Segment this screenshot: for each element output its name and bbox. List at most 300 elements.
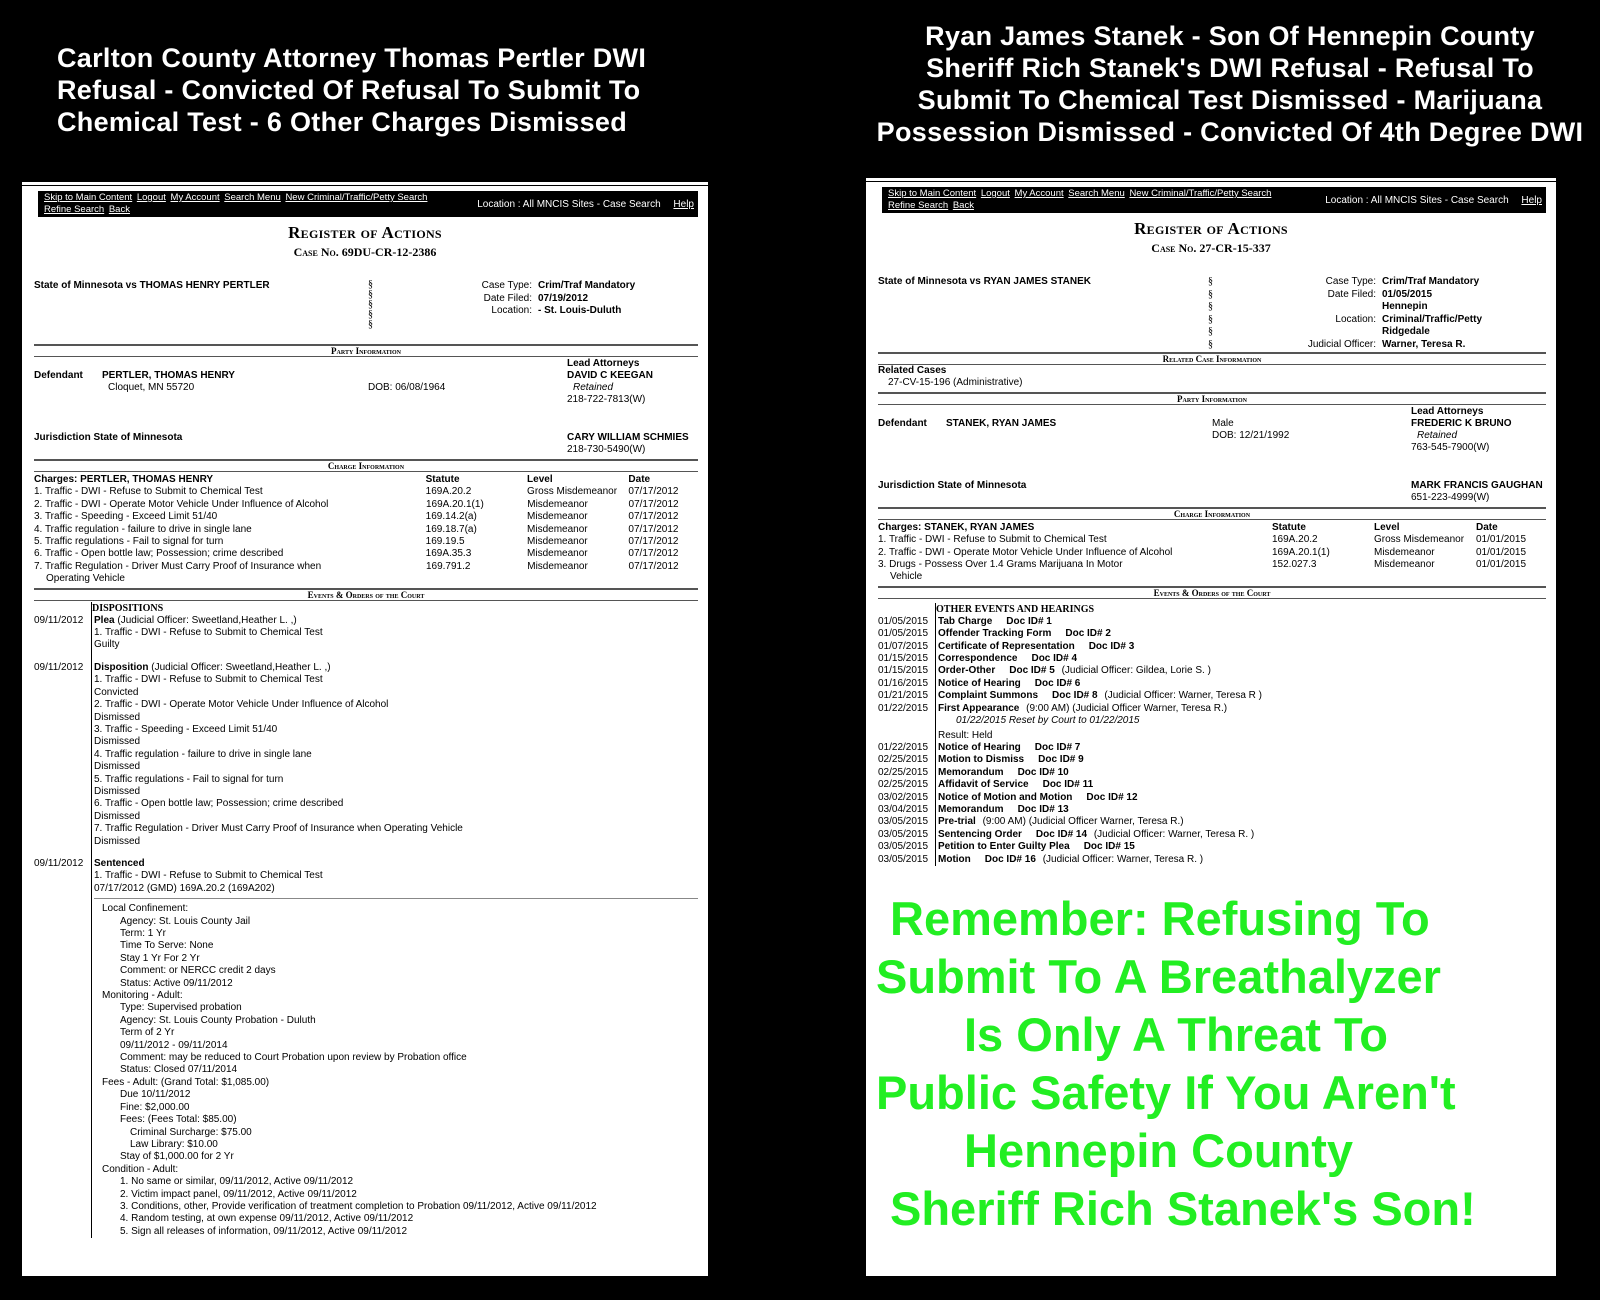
sentence-divider [94,898,698,899]
charges-header-date: Date [1476,521,1498,533]
disposition-charge: 1. Traffic - DWI - Refuse to Submit to Chemical Test [94,674,323,686]
event-date: 09/11/2012 [34,661,84,673]
disposition-charge: 1. Traffic - DWI - Refuse to Submit to Chemical Test [94,627,323,639]
event-date: 01/21/2015 [878,690,929,702]
attorney-status: Retained [1417,429,1458,441]
event-row [878,841,1546,853]
event-row [878,779,1546,791]
page-title: Register of Actions [288,223,442,242]
charge-desc: 6. Traffic - Open bottle law; Possession; crime described [34,548,284,560]
left-caption [57,42,677,138]
my-account-link[interactable]: My Account [1014,188,1064,199]
charge-level: Misdemeanor [527,548,588,560]
event-plea [34,615,698,627]
event-row [878,703,1546,715]
meta-label: Date Filed: [1327,288,1376,300]
doc-id[interactable]: Doc ID# 7 [1034,741,1081,753]
charge-statute: 152.027.3 [1272,559,1317,571]
charge-level: Misdemeanor [1374,559,1435,571]
jurisdiction-label: Jurisdiction [878,479,935,491]
event-row [878,641,1546,653]
overlay-line: Is Only A Threat To [964,1008,1388,1061]
case-header [872,276,1550,352]
location-value: Criminal/Traffic/Petty [1382,313,1483,325]
event-row [878,742,1546,754]
charge-desc: 5. Traffic regulations - Fail to signal for turn [34,536,224,548]
sentence-line: Comment: may be reduced to Court Probation upon review by Probation office [120,1052,467,1064]
charge-row [878,547,1546,559]
event-date: 09/11/2012 [34,614,84,626]
event-name[interactable]: Notice of Hearing [938,677,1021,689]
sentence-line: Status: Active 09/11/2012 [120,977,233,989]
charge-statute: 169.18.7(a) [425,523,477,535]
party-info [872,405,1550,507]
event-date: 03/05/2015 [878,853,929,865]
meta-label: Date Filed: [483,292,532,304]
event-date: 02/25/2015 [878,754,929,766]
section-marks: § § § § § [368,279,373,330]
location-value: Hennepin [1382,301,1428,312]
charge-statute: 169.14.2(a) [425,511,477,523]
sentenced-charge: 1. Traffic - DWI - Refuse to Submit to Chemical Test [94,870,323,882]
doc-id[interactable]: Doc ID# 3 [1088,640,1135,652]
charge-statute: 169A.20.1(1) [1272,546,1330,558]
sentence-line: Agency: St. Louis County Jail [120,915,251,927]
search-menu-link[interactable]: Search Menu [1068,188,1125,199]
location-value: - St. Louis-Duluth [538,305,622,316]
overlay-line: Sheriff Rich Stanek's Son! [890,1182,1476,1235]
event-name[interactable]: Notice of Motion and Motion [938,791,1073,803]
sentence-line: Stay of $1,000.00 for 2 Yr [120,1151,234,1163]
charges-table [34,474,698,586]
doc-id[interactable]: Doc ID# 9 [1038,754,1084,766]
event-disposition [34,662,698,674]
charge-row [34,524,698,536]
event-date: 02/25/2015 [878,766,929,778]
defendant-dob: DOB: 12/21/1992 [1212,429,1290,441]
case-header [28,280,702,344]
disposition-charge: 5. Traffic regulations - Fail to signal for turn [94,773,284,785]
doc-id[interactable]: Doc ID# 8 [1052,690,1098,702]
attorney-status: Retained [573,382,614,393]
case-style: State of Minnesota vs THOMAS HENRY PERTLER [34,280,270,291]
overlay-message [866,890,1556,1238]
charges-header-date: Date [628,474,651,485]
event-name[interactable]: Affidavit of Service [938,779,1029,791]
disposition-result: Dismissed [94,810,141,822]
other-events-label: OTHER EVENTS AND HEARINGS [936,603,1095,615]
new-search-link[interactable]: New Criminal/Traffic/Petty Search [285,192,428,203]
charges-header-desc: Charges: STANEK, RYAN JAMES [878,521,1035,533]
sentence-line: Law Library: $10.00 [130,1138,218,1150]
related-case-heading: Related Case Information [878,352,1546,365]
attorney-name: MARK FRANCIS GAUGHAN [1411,479,1543,491]
sentence-line: 3. Conditions, other, Provide verification of treatment completion to Probation 09/11/2012, Active 09/11/2012 [120,1200,597,1212]
section-marks: § § § § § § [1208,276,1213,350]
charge-level: Misdemeanor [527,511,588,523]
sentence-line: Status: Closed 07/11/2014 [120,1064,238,1076]
event-name[interactable]: Certificate of Representation [938,640,1075,652]
caption-line: Chemical Test - 6 Other Charges Dismissed [57,107,627,137]
case-number: Case No. 69DU-CR-12-2386 [293,245,437,259]
sentence-line: Criminal Surcharge: $75.00 [130,1126,252,1138]
event-date: 03/05/2015 [878,828,929,840]
charges-header-statute: Statute [425,474,460,485]
event-name[interactable]: Notice of Hearing [938,741,1021,753]
sentence-line: 4. Random testing, at own expense 09/11/2012, Active 09/11/2012 [120,1213,414,1225]
charge-row [878,559,1546,584]
sentence-line: 2. Victim impact panel, 09/11/2012, Active 09/11/2012 [120,1188,357,1200]
event-name[interactable]: Offender Tracking Form [938,628,1052,640]
lead-attorneys-label: Lead Attorneys [1411,405,1484,417]
refine-search-link[interactable]: Refine Search [888,200,949,211]
skip-to-main-link[interactable]: Skip to Main Content [888,188,977,199]
disposition-result: Guilty [94,639,120,651]
logout-link[interactable]: Logout [980,188,1010,199]
judicial-officer: (Judicial Officer: Sweetland,Heather L. ,) [151,661,331,673]
event-name[interactable]: First Appearance [938,702,1020,714]
charge-level: Gross Misdemeanor [527,486,618,498]
nav-right [477,199,694,210]
charge-row [34,511,698,523]
charge-level: Misdemeanor [527,498,588,510]
sentence-line: Term: 1 Yr [120,928,166,939]
event-name[interactable]: Sentencing Order [938,828,1022,840]
charge-date: 07/17/2012 [628,511,679,523]
caption-line: Carlton County Attorney Thomas Pertler DWI [57,43,647,73]
events-group-1 [878,616,1546,715]
doc-id[interactable]: Doc ID# 10 [1017,766,1069,778]
charges-header-desc: Charges: PERTLER, THOMAS HENRY [34,474,214,485]
event-row [878,792,1546,804]
jurisdiction-row [34,432,182,444]
jurisdiction-label: Jurisdiction [34,432,91,443]
defendant-label: Defendant [34,370,83,381]
charge-level: Misdemeanor [1374,546,1435,558]
sentence-line: Comment: or NERCC credit 2 days [120,965,276,977]
event-name[interactable]: Motion [938,853,971,865]
sentence-line: Fees: (Fees Total: $85.00) [120,1114,237,1126]
charge-statute: 169.791.2 [425,560,471,572]
charge-info-heading: Charge Information [34,459,698,472]
sentence-line: Monitoring - Adult: [102,990,183,1002]
defendant-name: STANEK, RYAN JAMES [946,417,1057,429]
charge-date: 07/17/2012 [628,536,679,548]
sentence-line: Fine: $2,000.00 [120,1101,190,1113]
disposition-charge: 4. Traffic regulation - failure to drive in single lane [94,748,312,760]
charge-date: 07/17/2012 [628,548,679,560]
charge-statute: 169A.20.2 [1272,534,1318,546]
event-date: 01/05/2015 [878,628,929,640]
sentence-line: Time To Serve: None [120,940,214,952]
sentence-line: Local Confinement: [102,903,189,915]
nav-bar [38,191,698,217]
defendant-address: Cloquet, MN 55720 [108,382,195,393]
disposition-charge: 7. Traffic Regulation - Driver Must Carry Proof of Insurance when Operating Vehicle [94,823,463,835]
caption-line: Possession Dismissed - Convicted Of 4th Degree DWI [876,117,1584,147]
nav-bar [882,187,1546,213]
sentenced-charge-detail: 07/17/2012 (GMD) 169A.20.2 (169A202) [94,882,275,894]
disposition-charge: 3. Traffic - Speeding - Exceed Limit 51/40 [94,723,278,735]
charges-header-level: Level [527,474,553,485]
event-extra: (Judicial Officer: Warner, Teresa R. ) [1042,853,1204,865]
event-date: 01/05/2015 [878,615,929,627]
meta-label: Location: [491,305,532,316]
charge-row [34,499,698,511]
related-case-link[interactable]: 27-CV-15-196 (Administrative) [888,377,1023,389]
charge-row [878,534,1546,546]
event-name[interactable]: Memorandum [938,803,1004,815]
sentence-details [92,903,698,1238]
charge-level: Misdemeanor [527,560,588,572]
meta-label: Case Type: [481,280,532,291]
event-date: 09/11/2012 [34,857,84,869]
jurisdiction-name: State of Minnesota [937,479,1027,491]
disposition-result: Dismissed [94,761,141,773]
event-row [878,804,1546,816]
charge-level: Misdemeanor [527,536,588,548]
sentence-line: 09/11/2012 - 09/11/2014 [120,1039,228,1051]
doc-id[interactable]: Doc ID# 16 [984,853,1036,865]
caption-line: Refusal - Convicted Of Refusal To Submit To [57,75,641,105]
event-date: 01/16/2015 [878,677,929,689]
event-date: 03/04/2015 [878,803,929,815]
event-name[interactable]: Complaint Summons [938,690,1039,702]
doc-id[interactable]: Doc ID# 14 [1035,828,1088,840]
location-label: Location : All MNCIS Sites - Case Search [477,198,661,210]
charge-level: Misdemeanor [527,523,588,535]
jurisdiction-row [878,480,1026,492]
events-divider [91,602,92,1239]
case-meta [1252,276,1482,351]
date-filed-value: 07/19/2012 [538,292,589,304]
event-extra: (Judicial Officer: Warner, Teresa R. ) [1093,828,1255,840]
my-account-link[interactable]: My Account [170,192,220,203]
event-name[interactable]: Tab Charge [938,615,993,627]
overlay-line: Public Safety If You Aren't [876,1066,1456,1119]
event-row [878,628,1546,640]
back-link[interactable]: Back [952,200,974,211]
event-row [878,854,1546,866]
case-type-value: Crim/Traf Mandatory [1382,276,1480,287]
charge-statute: 169A.35.3 [425,548,472,560]
disposition-result: Dismissed [94,736,141,748]
event-date: 01/15/2015 [878,653,929,665]
attorney-name: DAVID C KEEGAN [567,370,653,381]
date-filed-value: 01/05/2015 [1382,288,1433,300]
events-list [34,602,698,1239]
refine-search-link[interactable]: Refine Search [44,204,105,215]
charge-desc: 3. Drugs - Possess Over 1.4 Grams Marijuana In Motor Vehicle [878,559,1123,583]
attorney-phone: 651-223-4999(W) [1411,491,1490,503]
doc-id[interactable]: Doc ID# 4 [1031,653,1078,665]
charge-desc: 1. Traffic - DWI - Refuse to Submit to Chemical Test [34,486,263,498]
charge-date: 07/17/2012 [628,498,679,510]
attorney-phone: 763-545-7900(W) [1411,441,1490,453]
event-row [878,767,1546,779]
doc-id[interactable]: Doc ID# 13 [1017,803,1069,815]
related-cases-label: Related Cases [878,365,947,376]
charges-header [34,474,698,486]
event-name[interactable]: Memorandum [938,766,1004,778]
charge-row [34,486,698,498]
case-number: Case No. 27-CR-15-337 [1151,241,1271,255]
event-extra: (9:00 AM) (Judicial Officer Warner, Teresa R.) [982,816,1184,828]
charge-date: 01/01/2015 [1476,559,1527,571]
event-date: 01/22/2015 [878,741,929,753]
charges-header [878,522,1546,534]
charge-info-heading: Charge Information [878,507,1546,520]
charge-statute: 169.19.5 [425,536,465,548]
event-extra: (9:00 AM) (Judicial Officer Warner, Teresa R.) [1026,702,1228,714]
event-row [878,690,1546,702]
nav-links [888,188,1278,212]
location-value: Ridgedale [1382,326,1430,337]
event-row [878,816,1546,828]
right-register-panel [866,178,1556,1276]
event-row [878,829,1546,841]
dispositions-label: DISPOSITIONS [92,602,164,614]
case-style: State of Minnesota vs RYAN JAMES STANEK [878,276,1092,287]
event-date: 02/25/2015 [878,779,929,791]
events-heading: Events & Orders of the Court [878,586,1546,599]
defendant-name: PERTLER, THOMAS HENRY [102,370,235,381]
charge-date: 07/17/2012 [628,523,679,535]
event-row [878,678,1546,690]
events-group-2 [878,742,1546,866]
lead-attorneys-label: Lead Attorneys [567,358,640,369]
judicial-officer: (Judicial Officer: Sweetland,Heather L. ,) [117,614,297,626]
charge-statute: 169A.20.2 [425,486,472,498]
doc-id[interactable]: Doc ID# 2 [1065,628,1111,640]
charge-row [34,548,698,560]
new-search-link[interactable]: New Criminal/Traffic/Petty Search [1129,188,1272,199]
doc-id[interactable]: Doc ID# 15 [1083,841,1135,853]
case-type-value: Crim/Traf Mandatory [538,280,636,291]
charge-date: 01/01/2015 [1476,534,1527,546]
help-link[interactable]: Help [673,198,694,210]
sentence-line: Due 10/11/2012 [120,1089,191,1101]
caption-line: Submit To Chemical Test Dismissed - Marijuana [917,85,1543,115]
doc-id[interactable]: Doc ID# 6 [1034,677,1081,689]
back-link[interactable]: Back [108,204,130,215]
charge-desc: 7. Traffic Regulation - Driver Must Carry Proof of Insurance when Operating Vehicle [34,560,322,585]
charge-desc: 2. Traffic - DWI - Operate Motor Vehicle Under Influence of Alcohol [34,498,329,510]
charge-level: Gross Misdemeanor [1374,534,1465,546]
sentence-line: Condition - Adult: [102,1163,179,1175]
attorney-name: CARY WILLIAM SCHMIES [567,432,689,443]
event-name[interactable]: Pre-trial [938,816,976,828]
event-date: 01/07/2015 [878,640,929,652]
event-date: 01/22/2015 [878,702,929,714]
charge-row [34,561,698,586]
meta-label: Judicial Officer: [1307,338,1376,350]
sentence-line: Term of 2 Yr [120,1027,175,1039]
disposition-result: Dismissed [94,711,141,723]
charge-desc: 2. Traffic - DWI - Operate Motor Vehicle Under Influence of Alcohol [878,546,1173,558]
sentence-line: Type: Supervised probation [120,1002,242,1014]
defendant-gender: Male [1212,417,1234,429]
party-info [28,357,702,459]
event-row [878,616,1546,628]
charge-desc: 1. Traffic - DWI - Refuse to Submit to Chemical Test [878,534,1107,546]
left-register-panel [22,182,708,1276]
attorney-phone: 218-730-5490(W) [567,444,646,455]
event-name[interactable]: Correspondence [938,653,1018,665]
meta-label: Location: [1335,313,1376,325]
charge-date: 07/17/2012 [628,560,679,572]
caption-line: Sheriff Rich Stanek's DWI Refusal - Refusal To [926,53,1534,83]
event-extra: (Judicial Officer: Warner, Teresa R ) [1104,690,1263,702]
overlay-line: Remember: Refusing To [890,892,1430,945]
event-date: 01/15/2015 [878,665,929,677]
events-divider [935,603,936,866]
judicial-officer-value: Warner, Teresa R. [1382,338,1466,350]
logout-link[interactable]: Logout [136,192,166,203]
event-name[interactable]: Petition to Enter Guilty Plea [938,841,1070,853]
help-link[interactable]: Help [1521,194,1542,206]
event-extra: (Judicial Officer: Gildea, Lorie S. ) [1061,665,1211,677]
nav-links [44,192,434,216]
nav-right [1325,195,1542,206]
disposition-result: Dismissed [94,835,141,847]
skip-to-main-link[interactable]: Skip to Main Content [44,192,133,203]
event-date: 03/05/2015 [878,841,929,853]
caption-line: Ryan James Stanek - Son Of Hennepin County [925,21,1535,51]
charge-desc: 3. Traffic - Speeding - Exceed Limit 51/40 [34,511,218,523]
meta-label [1252,301,1382,314]
sentence-line: Agency: St. Louis County Probation - Duluth [120,1014,316,1026]
meta-label: Case Type: [1325,276,1376,287]
overlay-line: Hennepin County [964,1124,1354,1177]
doc-id[interactable]: Doc ID# 1 [1006,615,1052,627]
event-type: Plea [94,614,115,626]
charges-header-statute: Statute [1272,521,1306,533]
location-label: Location : All MNCIS Sites - Case Search [1325,194,1509,206]
charge-desc: 4. Traffic regulation - failure to drive in single lane [34,523,252,535]
jurisdiction-name: State of Minnesota [93,432,183,443]
attorney-name: FREDERIC K BRUNO [1411,417,1512,429]
sentence-line: Fees - Adult: (Grand Total: $1,085.00) [102,1076,270,1088]
event-type: Sentenced [94,857,145,869]
event-name[interactable]: Order-Other [938,665,996,677]
charge-statute: 169A.20.1(1) [425,498,484,510]
party-info-heading: Party Information [34,344,698,357]
defendant-label: Defendant [878,417,927,429]
related-cases [878,365,1550,390]
charge-date: 07/17/2012 [628,486,679,498]
result-note: Result: Held [938,729,993,741]
right-caption [860,20,1600,148]
attorney-phone: 218-722-7813(W) [567,394,646,405]
events-list [878,603,1546,866]
page-title: Register of Actions [1134,219,1288,238]
doc-id[interactable]: Doc ID# 11 [1042,779,1094,791]
search-menu-link[interactable]: Search Menu [224,192,281,203]
charge-row [34,536,698,548]
defendant-dob: DOB: 06/08/1964 [368,382,446,393]
doc-id[interactable]: Doc ID# 12 [1086,791,1138,803]
charge-date: 01/01/2015 [1476,546,1527,558]
meta-label [1252,326,1382,339]
reset-note: 01/22/2015 Reset by Court to 01/22/2015 [956,715,1140,727]
sentence-line: Stay 1 Yr For 2 Yr [120,952,200,964]
doc-id[interactable]: Doc ID# 5 [1009,665,1055,677]
disposition-result: Convicted [94,686,139,698]
disposition-result: Dismissed [94,785,141,797]
event-name[interactable]: Motion to Dismiss [938,754,1025,766]
event-row [878,754,1546,766]
